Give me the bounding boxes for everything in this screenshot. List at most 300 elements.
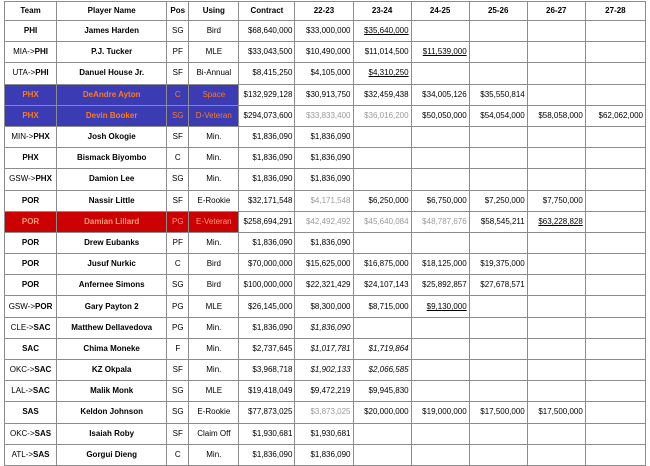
salary-value: $3,873,025 [310, 407, 351, 417]
team-destination: SAS [34, 428, 52, 438]
team-destination: PHX [33, 132, 50, 142]
team-cell [5, 126, 57, 147]
using-cell: E-Rookie [189, 190, 239, 211]
salary-cell [469, 232, 527, 253]
team-origin: ATL-> [11, 449, 34, 459]
salary-value: $30,913,750 [306, 89, 351, 99]
salary-cell [411, 423, 469, 444]
salary-cell [295, 190, 353, 211]
team-cell [5, 84, 57, 105]
salary-cell [469, 63, 527, 84]
salary-cell [353, 254, 411, 275]
salary-cell [295, 423, 353, 444]
salary-cell [527, 211, 585, 232]
player-name-cell: Gary Payton 2 [57, 296, 167, 317]
using-cell: Space [189, 84, 239, 105]
salary-value: $16,875,000 [364, 259, 409, 269]
salary-cell [353, 402, 411, 423]
team-destination: SAC [32, 386, 50, 396]
player-name-cell: Gorgui Dieng [57, 444, 167, 465]
player-name-cell: Josh Okogie [57, 126, 167, 147]
salary-cell [353, 84, 411, 105]
using-cell: MLE [189, 296, 239, 317]
team-destination: POR [35, 301, 53, 311]
salary-cell [353, 169, 411, 190]
salary-cell [353, 63, 411, 84]
contract-cell: $1,836,090 [239, 444, 295, 465]
salary-cell [469, 169, 527, 190]
salary-cell [585, 402, 645, 423]
contract-cell: $2,737,645 [239, 338, 295, 359]
table-row[interactable] [5, 402, 646, 423]
team-cell [5, 105, 57, 126]
team-cell [5, 296, 57, 317]
salary-value: $58,058,000 [538, 110, 583, 120]
pos-cell: C [167, 84, 189, 105]
player-name-cell: KZ Okpala [57, 360, 167, 381]
team-origin: OKC-> [9, 428, 35, 438]
contract-cell: $26,145,000 [239, 296, 295, 317]
salary-value: $19,375,000 [480, 259, 525, 269]
salary-value: $33,833,400 [306, 110, 351, 120]
salary-cell [353, 190, 411, 211]
salary-cell [295, 21, 353, 42]
team-cell [5, 232, 57, 253]
salary-value: $9,130,000 [426, 301, 467, 311]
player-name-cell: Jusuf Nurkic [57, 254, 167, 275]
table-row[interactable] [5, 169, 646, 190]
player-name-cell: DeAndre Ayton [57, 84, 167, 105]
player-name-cell: Danuel House Jr. [57, 63, 167, 84]
salary-cell [527, 423, 585, 444]
contract-cell: $1,836,090 [239, 169, 295, 190]
using-cell: Claim Off [189, 423, 239, 444]
pos-cell: SG [167, 21, 189, 42]
pos-cell: SG [167, 275, 189, 296]
salary-value: $1,836,090 [310, 132, 351, 142]
salary-cell [527, 296, 585, 317]
salary-cell [469, 360, 527, 381]
salary-value: $1,836,090 [310, 237, 351, 247]
table-row[interactable] [5, 42, 646, 63]
salary-cell [295, 381, 353, 402]
salary-cell [353, 360, 411, 381]
team-cell [5, 381, 57, 402]
salary-cell [527, 254, 585, 275]
pos-cell: SF [167, 63, 189, 84]
salary-cell [585, 169, 645, 190]
salary-cell [469, 21, 527, 42]
using-cell: Min. [189, 338, 239, 359]
team-destination: PHX [22, 110, 39, 120]
team-cell [5, 338, 57, 359]
table-row[interactable] [5, 338, 646, 359]
player-name-cell: Anfernee Simons [57, 275, 167, 296]
team-origin: LAL-> [11, 386, 33, 396]
salary-value: $48,787,676 [422, 216, 467, 226]
salary-value: $35,550,814 [480, 89, 525, 99]
team-destination: PHI [35, 68, 49, 78]
team-origin: GSW-> [8, 301, 36, 311]
salary-cell [469, 84, 527, 105]
contract-cell: $258,694,291 [239, 211, 295, 232]
player-name-cell: Drew Eubanks [57, 232, 167, 253]
using-cell: Min. [189, 232, 239, 253]
salary-cell [295, 84, 353, 105]
team-destination: POR [21, 237, 40, 247]
contract-cell: $1,836,090 [239, 126, 295, 147]
salary-cell [585, 275, 645, 296]
pos-cell: PF [167, 42, 189, 63]
salary-cell [353, 317, 411, 338]
salary-value: $1,836,090 [310, 174, 351, 184]
team-cell [5, 254, 57, 275]
salary-cell [585, 423, 645, 444]
salary-cell [411, 381, 469, 402]
salary-value: $35,640,000 [364, 26, 409, 36]
pos-cell: SG [167, 402, 189, 423]
salary-value: $2,066,585 [368, 365, 409, 375]
team-cell [5, 63, 57, 84]
salary-cell [527, 381, 585, 402]
salary-cell [527, 190, 585, 211]
col-header-25-26[interactable]: 25-26 [469, 2, 527, 21]
contract-cell: $70,000,000 [239, 254, 295, 275]
using-cell: E-Veteran [189, 211, 239, 232]
col-header-22-23[interactable]: 22-23 [295, 2, 353, 21]
salary-cell [585, 232, 645, 253]
salary-cell [411, 232, 469, 253]
table-row[interactable] [5, 275, 646, 296]
salary-cell [469, 275, 527, 296]
using-cell: Min. [189, 360, 239, 381]
salary-cell [411, 21, 469, 42]
col-header-using[interactable]: Using [189, 2, 239, 21]
salary-cell [353, 211, 411, 232]
pos-cell: F [167, 338, 189, 359]
salary-value: $50,050,000 [422, 110, 467, 120]
team-destination: SAC [33, 322, 51, 332]
salary-cell [585, 42, 645, 63]
pos-cell: C [167, 148, 189, 169]
table-row[interactable] [5, 126, 646, 147]
col-header-team[interactable]: Team [5, 2, 57, 21]
table-row[interactable] [5, 381, 646, 402]
salary-cell [527, 360, 585, 381]
salary-cell [411, 254, 469, 275]
pos-cell: C [167, 254, 189, 275]
salary-cell [527, 84, 585, 105]
player-name-cell: Matthew Dellavedova [57, 317, 167, 338]
salary-cell [585, 190, 645, 211]
salary-cell [527, 402, 585, 423]
salary-value: $4,171,548 [310, 195, 351, 205]
salary-value: $18,125,000 [422, 259, 467, 269]
team-destination: PHX [22, 89, 39, 99]
salary-cell [411, 190, 469, 211]
salary-cell [353, 105, 411, 126]
salary-value: $15,625,000 [306, 259, 351, 269]
team-destination: SAS [22, 407, 39, 417]
salary-cell [295, 360, 353, 381]
salary-cell [585, 84, 645, 105]
salary-cell [469, 381, 527, 402]
contract-cell: $100,000,000 [239, 275, 295, 296]
salary-cell [469, 190, 527, 211]
table-row[interactable] [5, 148, 646, 169]
salary-cell [585, 211, 645, 232]
salary-cell [295, 317, 353, 338]
pos-cell: PF [167, 232, 189, 253]
contract-cell: $19,418,049 [239, 381, 295, 402]
salary-cell [411, 211, 469, 232]
pos-cell: SG [167, 105, 189, 126]
player-name-cell: Chima Moneke [57, 338, 167, 359]
salary-value: $8,715,000 [368, 301, 409, 311]
salary-cell [527, 126, 585, 147]
salary-cell [353, 275, 411, 296]
col-header-pos[interactable]: Pos [167, 2, 189, 21]
salary-value: $11,014,500 [364, 47, 409, 57]
col-header-player-name[interactable]: Player Name [57, 2, 167, 21]
team-cell [5, 317, 57, 338]
player-name-cell: Isaiah Roby [57, 423, 167, 444]
pos-cell: SF [167, 360, 189, 381]
salary-cell [295, 148, 353, 169]
salary-cell [411, 126, 469, 147]
salary-cell [469, 148, 527, 169]
contract-cell: $1,836,090 [239, 317, 295, 338]
team-cell [5, 423, 57, 444]
contract-cell: $1,930,681 [239, 423, 295, 444]
team-cell [5, 444, 57, 465]
salary-value: $7,250,000 [484, 195, 525, 205]
salary-cell [585, 105, 645, 126]
salary-value: $62,062,000 [598, 110, 643, 120]
salary-cell [469, 317, 527, 338]
salary-value: $4,310,250 [368, 68, 409, 78]
salary-cell [469, 402, 527, 423]
salary-value: $1,836,090 [310, 153, 351, 163]
salary-cell [585, 148, 645, 169]
using-cell: MLE [189, 42, 239, 63]
pos-cell: SG [167, 381, 189, 402]
player-name-cell: Bismack Biyombo [57, 148, 167, 169]
salary-cell [527, 63, 585, 84]
pos-cell: PG [167, 211, 189, 232]
table-row[interactable] [5, 232, 646, 253]
contract-cell: $294,073,600 [239, 105, 295, 126]
salary-value: $24,107,143 [364, 280, 409, 290]
team-cell [5, 402, 57, 423]
col-header-contract[interactable]: Contract [239, 2, 295, 21]
team-destination: POR [21, 216, 40, 226]
salary-value: $9,945,830 [368, 386, 409, 396]
table-row[interactable] [5, 444, 646, 465]
salary-cell [585, 360, 645, 381]
player-name-cell: James Harden [57, 21, 167, 42]
salary-cell [527, 232, 585, 253]
salary-cell [411, 296, 469, 317]
contract-cell: $68,640,000 [239, 21, 295, 42]
salary-value: $54,054,000 [480, 110, 525, 120]
salary-cell [585, 126, 645, 147]
team-destination: SAS [33, 449, 50, 459]
team-destination: PHI [23, 26, 38, 36]
using-cell: Min. [189, 126, 239, 147]
salary-value: $63,228,828 [538, 216, 583, 226]
salary-value: $25,892,857 [422, 280, 467, 290]
salary-cell [469, 126, 527, 147]
col-header-24-25[interactable]: 24-25 [411, 2, 469, 21]
pos-cell: SF [167, 126, 189, 147]
pos-cell: SG [167, 169, 189, 190]
table-row[interactable] [5, 105, 646, 126]
salary-cell [411, 360, 469, 381]
salary-cell [353, 381, 411, 402]
salary-value: $1,836,090 [310, 449, 351, 459]
using-cell: Bird [189, 21, 239, 42]
using-cell: Min. [189, 148, 239, 169]
col-header-27-28[interactable]: 27-28 [585, 2, 645, 21]
salary-cell [527, 21, 585, 42]
team-cell [5, 211, 57, 232]
salary-cell [411, 402, 469, 423]
team-destination: SAC [34, 365, 52, 375]
contract-cell: $132,929,128 [239, 84, 295, 105]
salary-cell [411, 63, 469, 84]
salary-cell [295, 42, 353, 63]
salary-cell [527, 338, 585, 359]
salary-cell [295, 169, 353, 190]
table-row[interactable] [5, 317, 646, 338]
salary-cell [469, 211, 527, 232]
salary-value: $1,902,133 [310, 365, 351, 375]
pos-cell: PG [167, 296, 189, 317]
contract-cell: $1,836,090 [239, 232, 295, 253]
team-destination: POR [21, 259, 40, 269]
using-cell: D-Veteran [189, 105, 239, 126]
player-name-cell: Damion Lee [57, 169, 167, 190]
salary-cell [411, 275, 469, 296]
pos-cell: PG [167, 317, 189, 338]
team-destination: PHI [34, 47, 48, 57]
using-cell: Min. [189, 169, 239, 190]
team-origin: GSW-> [9, 174, 36, 184]
salary-cell [411, 444, 469, 465]
salary-value: $58,545,211 [480, 216, 525, 226]
salary-cell [295, 444, 353, 465]
salary-cell [469, 444, 527, 465]
player-name-cell: Keldon Johnson [57, 402, 167, 423]
salary-cell [295, 232, 353, 253]
contract-cell: $1,836,090 [239, 148, 295, 169]
team-origin: UTA-> [12, 68, 36, 78]
contract-cell: $77,873,025 [239, 402, 295, 423]
salary-value: $6,750,000 [426, 195, 467, 205]
salary-cell [353, 21, 411, 42]
team-destination: SAC [22, 343, 39, 353]
salary-cell [353, 338, 411, 359]
salary-cell [585, 63, 645, 84]
salary-cell [585, 338, 645, 359]
salary-cell [411, 42, 469, 63]
salary-value: $10,490,000 [306, 47, 351, 57]
salary-cell [469, 105, 527, 126]
using-cell: E-Rookie [189, 402, 239, 423]
header-row [5, 2, 646, 21]
salary-cell [527, 148, 585, 169]
salary-value: $9,472,219 [310, 386, 351, 396]
salary-cell [295, 402, 353, 423]
pos-cell: SF [167, 190, 189, 211]
using-cell: Bird [189, 254, 239, 275]
contract-cell: $33,043,500 [239, 42, 295, 63]
salary-cell [585, 21, 645, 42]
table-row[interactable] [5, 254, 646, 275]
salary-value: $22,321,429 [306, 280, 351, 290]
table-row[interactable] [5, 360, 646, 381]
team-cell [5, 42, 57, 63]
salary-cell [469, 296, 527, 317]
team-destination: POR [21, 195, 40, 205]
salary-cell [295, 296, 353, 317]
salary-cell [295, 338, 353, 359]
pos-cell: C [167, 444, 189, 465]
table-row[interactable] [5, 423, 646, 444]
col-header-23-24[interactable]: 23-24 [353, 2, 411, 21]
salary-value: $36,016,200 [364, 110, 409, 120]
salary-value: $34,005,126 [422, 89, 467, 99]
salary-value: $33,000,000 [306, 26, 351, 36]
salary-cell [411, 148, 469, 169]
salary-value: $42,492,492 [306, 216, 351, 226]
salary-value: $19,000,000 [422, 407, 467, 417]
table-row[interactable] [5, 296, 646, 317]
team-destination: PHX [35, 174, 52, 184]
team-origin: MIA-> [13, 47, 35, 57]
table-row[interactable] [5, 211, 646, 232]
salary-value: $45,640,084 [364, 216, 409, 226]
contract-cell: $32,171,548 [239, 190, 295, 211]
salary-value: $1,017,781 [310, 343, 351, 353]
salary-cell [411, 317, 469, 338]
salary-value: $32,459,438 [364, 89, 409, 99]
salary-value: $6,250,000 [368, 195, 409, 205]
table-row[interactable] [5, 21, 646, 42]
salary-value: $27,678,571 [480, 280, 525, 290]
salary-cell [527, 317, 585, 338]
salary-cell [411, 84, 469, 105]
salary-cell [585, 317, 645, 338]
salary-cell [353, 232, 411, 253]
using-cell: Bi-Annual [189, 63, 239, 84]
table-row[interactable] [5, 190, 646, 211]
team-origin: OKC-> [9, 365, 35, 375]
salary-cell [411, 338, 469, 359]
salary-cell [469, 423, 527, 444]
team-cell [5, 360, 57, 381]
col-header-26-27[interactable]: 26-27 [527, 2, 585, 21]
salary-cell [353, 296, 411, 317]
salary-cell [295, 275, 353, 296]
salary-cell [295, 105, 353, 126]
contract-cell: $8,415,250 [239, 63, 295, 84]
table-row[interactable] [5, 63, 646, 84]
team-cell [5, 275, 57, 296]
table-row[interactable] [5, 84, 646, 105]
salary-cell [353, 444, 411, 465]
